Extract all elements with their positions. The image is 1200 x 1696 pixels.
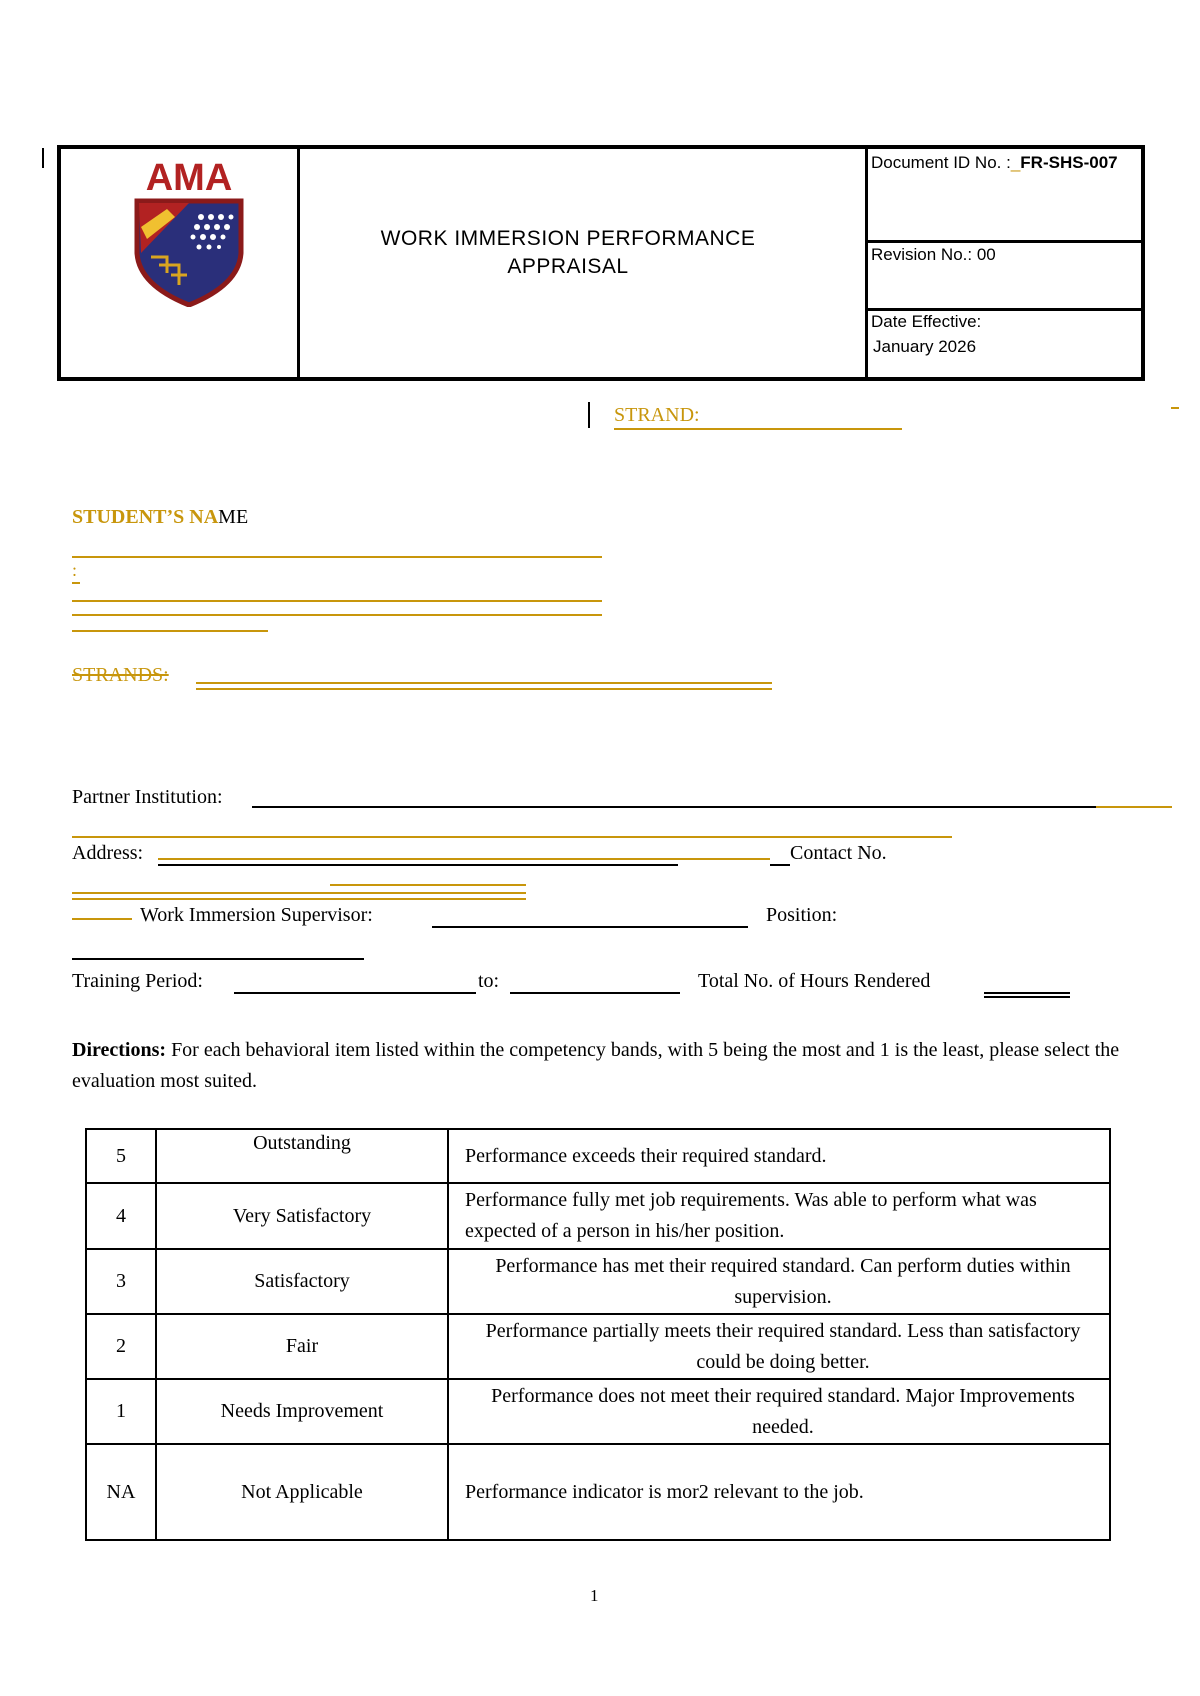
page-number: 1 [590,1586,599,1605]
address-label: Address: [72,842,144,864]
ama-logo [127,157,251,307]
document-header [57,145,1145,381]
to-label: to: [478,970,500,992]
edit-mark [42,148,44,168]
rating-cell: Fair [156,1314,448,1379]
description-cell: Performance partially meets their required standard. Less than satisfactory could be doing better. [448,1314,1110,1379]
description-cell: Performance fully met job requirements. Was able to perform what was expected of a person in his/her position. [448,1183,1110,1249]
rating-scale-table [85,1128,1111,1541]
student-name-label: STUDENT’S NAME [72,506,249,528]
table-row [86,1314,1110,1379]
rating-cell: Satisfactory [156,1249,448,1314]
date-effective-label: Date Effective: [871,312,982,331]
total-hours-label: Total No. of Hours Rendered [698,970,931,992]
description-cell: Performance has met their required standard. Can perform duties within supervision. [448,1249,1110,1314]
rating-cell: Very Satisfactory [156,1183,448,1249]
colon-mark: : [72,560,78,580]
table-row [86,1129,1110,1183]
table-row [86,1183,1110,1249]
document-id: Document ID No. :_FR-SHS-007 [871,153,1118,172]
strand-label: STRAND: [614,404,700,426]
rating-cell: Needs Improvement [156,1379,448,1444]
description-cell: Performance indicator is mor2 relevant to the job. [448,1444,1110,1540]
contact-number-label: Contact No. [790,842,887,864]
table-row [86,1444,1110,1540]
table-row [86,1379,1110,1444]
edit-mark [1171,407,1179,409]
date-effective-value: January 2026 [873,337,977,356]
document-title: WORK IMMERSION PERFORMANCE APPRAISAL [380,227,756,278]
description-cell: Performance does not meet their required standard. Major Improvements needed. [448,1379,1110,1444]
score-cell: 1 [86,1379,156,1444]
edit-mark [588,402,590,428]
training-period-label: Training Period: [72,970,203,992]
description-cell: Performance exceeds their required standard. [448,1129,1110,1183]
strands-label: STRANDS: [72,664,169,686]
position-label: Position: [766,904,838,926]
logo-text: AMA [145,157,233,199]
score-cell: 2 [86,1314,156,1379]
partner-institution-label: Partner Institution: [72,786,223,808]
score-cell: 3 [86,1249,156,1314]
score-cell: 4 [86,1183,156,1249]
rating-cell: Not Applicable [156,1444,448,1540]
rating-cell: Outstanding [156,1129,448,1183]
table-row [86,1249,1110,1314]
score-cell: NA [86,1444,156,1540]
revision-number: Revision No.: 00 [871,245,996,264]
score-cell: 5 [86,1129,156,1183]
directions-text: Directions: For each behavioral item listed within the competency bands, with 5 being the most and 1 is the least, please select the evaluation most suited. [72,1039,1120,1092]
supervisor-label: Work Immersion Supervisor: [140,904,373,926]
